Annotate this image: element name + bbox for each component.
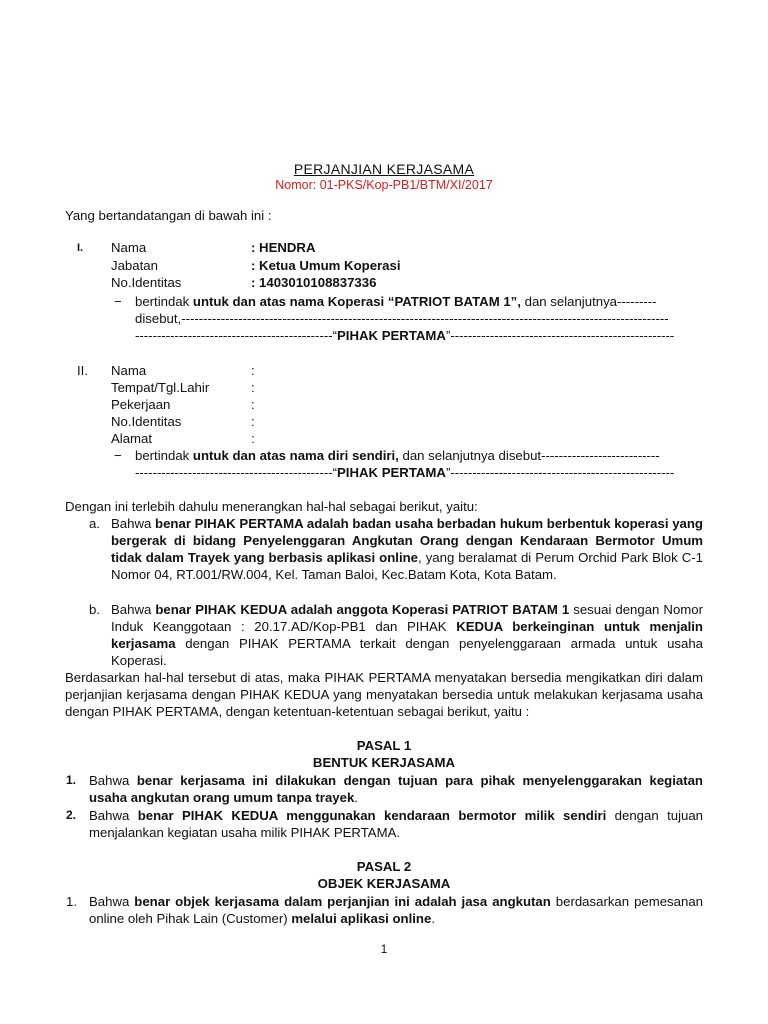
party2-bullet: − xyxy=(114,448,122,463)
document-number: Nomor: 01-PKS/Kop-PB1/BTM/XI/2017 xyxy=(275,178,493,192)
pasal1-item2-marker: 2. xyxy=(66,808,77,822)
party2-number: II. xyxy=(77,363,88,378)
party2-label-alamat: Alamat xyxy=(111,431,153,446)
pasal2-subheading: OBJEK KERJASAMA xyxy=(317,876,451,891)
party1-act-line: bertindak untuk dan atas nama Koperasi “PATRIOT BATAM 1”, dan selanjutnya--------- xyxy=(135,294,657,309)
pasal1-item1-text: Bahwa benar kerjasama ini dilakukan dengan tujuan para pihak menyelenggarakan kegiatan usaha angkutan orang umum tanpa trayek. xyxy=(89,773,703,805)
party1-line2: disebut,--------------------------------------------------------------------------------------------------------------- xyxy=(135,311,669,326)
party1-line3: ---------------------------------------------“PIHAK PERTAMA”--------------------------------------------------- xyxy=(135,328,675,343)
pasal1-item1-marker: 1. xyxy=(66,773,77,787)
party1-name-value: : HENDRA xyxy=(251,240,316,255)
party2-line2: ---------------------------------------------“PIHAK PERTAMA”--------------------------------------------------- xyxy=(135,465,675,480)
party1-jabatan-value: : Ketua Umum Koperasi xyxy=(251,258,401,273)
item-b-text: Bahwa benar PIHAK KEDUA adalah anggota Koperasi PATRIOT BATAM 1 sesuai dengan Nomor Induk Keanggotaan : 20.17.AD/Kop-PB1 dan PIHAK KEDUA berkeinginan untuk menjalin kerjasama dengan PIHAK PERTAMA terkait dengan penyelenggaraan armada untuk usaha Koperasi. xyxy=(111,602,703,668)
party2-colon: : xyxy=(251,363,255,378)
pasal2-heading: PASAL 2 xyxy=(356,859,412,874)
party1-number: I. xyxy=(77,242,84,254)
document-title: PERJANJIAN KERJASAMA xyxy=(293,161,475,177)
conclusion-text: Berdasarkan hal-hal tersebut di atas, maka PIHAK PERTAMA menyatakan bersedia mengikatkan diri dalam perjanjian kerjasama dengan PIHAK KEDUA yang menyatakan bersedia untuk melakukan kerjasama usaha dengan PIHAK PERTAMA, dengan ketentuan-ketentuan sebagai berikut, yaitu : xyxy=(65,670,703,719)
party2-colon: : xyxy=(251,380,255,395)
party1-jabatan-label: Jabatan xyxy=(111,258,158,273)
preamble-text: Dengan ini terlebih dahulu menerangkan hal-hal sebagai berikut, yaitu: xyxy=(65,499,478,514)
party2-label-identitas: No.Identitas xyxy=(111,414,182,429)
item-a-marker: a. xyxy=(89,516,100,531)
party2-label-ttl: Tempat/Tgl.Lahir xyxy=(111,380,210,395)
item-b-marker: b. xyxy=(89,602,100,617)
item-a-text: Bahwa benar PIHAK PERTAMA adalah badan usaha berbadan hukum berbentuk koperasi yang bergerak di bidang Penyelenggaran Angkutan Orang dengan Kendaraan Bermotor Umum tidak dalam Trayek yang berbasis aplikasi online, yang beralamat di Perum Orchid Park Blok C-1 Nomor 04, RT.001/RW.004, Kel. Taman Baloi, Kec.Batam Kota, Kota Batam. xyxy=(111,516,703,582)
pasal1-item2-text: Bahwa benar PIHAK KEDUA menggunakan kendaraan bermotor milik sendiri dengan tujuan menjalankan kegiatan usaha milik PIHAK PERTAMA. xyxy=(89,808,704,840)
party1-id-label: No.Identitas xyxy=(111,275,182,290)
party1-name-label: Nama xyxy=(111,240,147,255)
party1-bullet: − xyxy=(114,294,122,309)
pasal2-item1-text: Bahwa benar objek kerjasama dalam perjanjian ini adalah jasa angkutan berdasarkan pemesanan online oleh Pihak Lain (Customer) melalui aplikasi online. xyxy=(89,894,703,926)
intro-text: Yang bertandatangan di bawah ini : xyxy=(65,208,272,223)
party2-label-nama: Nama xyxy=(111,363,147,378)
pasal2-item1-marker: 1. xyxy=(66,894,77,909)
party2-colon: : xyxy=(251,431,255,446)
party2-colon: : xyxy=(251,397,255,412)
party2-colon: : xyxy=(251,414,255,429)
pasal1-subheading: BENTUK KERJASAMA xyxy=(312,755,456,770)
page-number: 1 xyxy=(380,942,388,956)
party1-id-value: : 1403010108837336 xyxy=(251,275,377,290)
pasal1-heading: PASAL 1 xyxy=(356,738,412,753)
party2-act-line: bertindak untuk dan atas nama diri sendiri, dan selanjutnya disebut--------------------------- xyxy=(135,448,660,463)
party2-label-pekerjaan: Pekerjaan xyxy=(111,397,171,412)
